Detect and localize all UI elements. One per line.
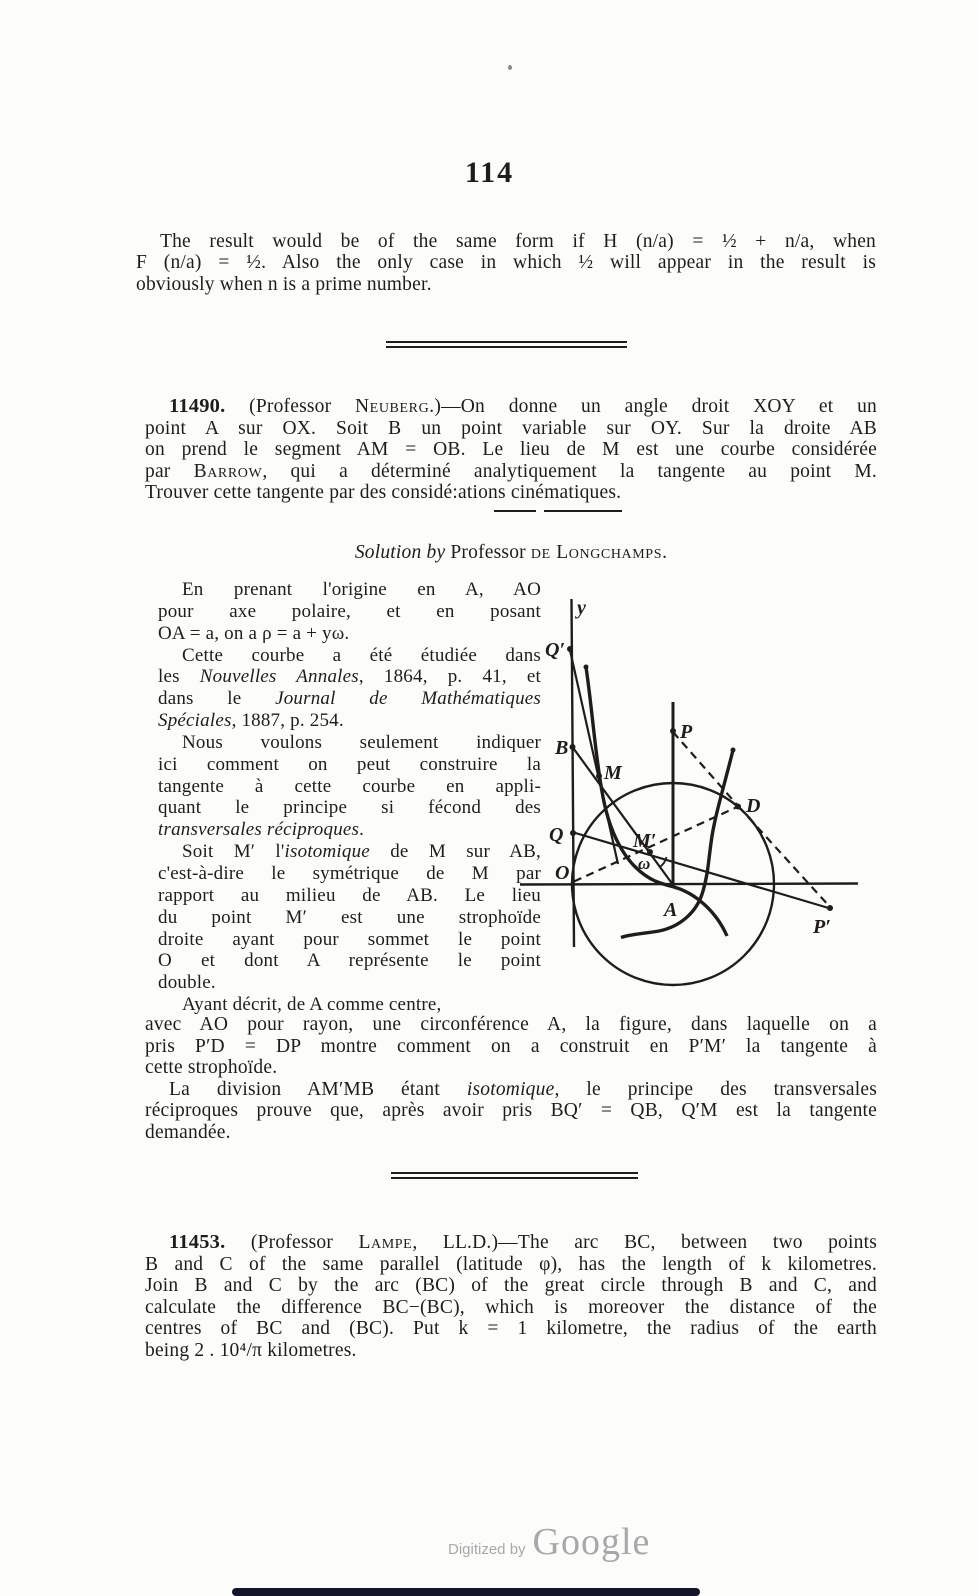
text-segment: avec AO pour rayon, une circonférence A, la figure, dans laquelle on a	[145, 1014, 877, 1035]
text-line	[158, 950, 541, 972]
text-line	[145, 482, 877, 504]
x-axis-line	[520, 884, 858, 885]
text-segment: obviously when n is a prime number.	[136, 273, 432, 295]
text-line	[158, 688, 541, 710]
text-line	[145, 1014, 877, 1036]
google-logo: Google	[532, 1521, 651, 1563]
text-line	[136, 231, 876, 252]
text-line	[136, 274, 876, 295]
text-line	[145, 1057, 877, 1079]
text-segment: droite ayant pour sommet le point	[158, 928, 541, 950]
text-line	[145, 1318, 877, 1340]
watermark-prefix: Digitized by	[448, 1541, 526, 1558]
text-segment: O et dont A représente le point	[158, 950, 541, 972]
text-segment: Join B and C by the arc (BC) of the great circle through B and C, and	[145, 1275, 877, 1297]
text-segment: du point M′ est une strophoïde	[158, 906, 541, 928]
figure-label-M: M	[604, 762, 622, 784]
figure-label-y: y	[577, 597, 586, 619]
geometry-figure	[505, 575, 877, 995]
text-line	[136, 252, 876, 273]
text-segment: Soit M′ l'	[182, 841, 285, 863]
text-line	[145, 1232, 877, 1254]
text-line	[158, 645, 541, 667]
figure-label-B: B	[555, 737, 569, 759]
text-line	[158, 885, 541, 907]
text-segment: Lampe	[358, 1232, 413, 1253]
text-line	[158, 732, 541, 754]
text-line	[145, 1079, 877, 1101]
text-line	[145, 542, 877, 564]
text-segment: The result would be of the same form if H (n/a) = ½ + n/a, when	[160, 231, 876, 252]
figure-label-Pprime: P′	[813, 916, 831, 938]
point-D-dot	[735, 804, 741, 810]
text-line	[158, 601, 541, 623]
solution-heading	[145, 542, 877, 564]
text-segment: .	[662, 542, 668, 563]
problem-11453	[145, 1232, 877, 1362]
text-segment: ici comment on peut construire la	[158, 753, 541, 775]
text-line	[158, 754, 541, 776]
point-Q-dot	[570, 830, 576, 836]
solution-left-column	[158, 579, 541, 1016]
scan-speck	[508, 65, 512, 70]
text-line	[145, 1340, 877, 1362]
figure-label-O: O	[555, 862, 570, 884]
text-segment: Solution by	[354, 542, 446, 563]
text-segment: , 1887, p. 254.	[231, 710, 344, 732]
text-line	[158, 929, 541, 951]
text-line	[158, 776, 541, 798]
curve-end-dot	[731, 748, 736, 753]
text-segment: 11453.	[169, 1231, 226, 1253]
text-line	[145, 418, 877, 440]
text-segment: F (n/a) = ½. Also the only case in which ½ will appear in the result is	[136, 252, 876, 274]
curve-end-dot	[584, 665, 589, 670]
page-number: 114	[464, 156, 515, 189]
text-segment: being 2 . 10⁴/π kilometres.	[145, 1339, 357, 1361]
text-segment: B and C of the same parallel (latitude φ), has the length of k kilometres.	[145, 1253, 877, 1275]
text-line	[145, 396, 877, 418]
text-segment: quant le principe si fécond des	[158, 797, 541, 819]
point-Pprime-dot	[827, 905, 833, 911]
text-line	[158, 623, 541, 645]
text-segment: calculate the difference BC−(BC), which is moreover the distance of the	[145, 1296, 877, 1318]
dashed-line-D-Pprime	[739, 807, 830, 907]
text-segment: de Longchamps	[530, 542, 663, 563]
text-line	[158, 797, 541, 819]
text-segment: .)—On donne un angle droit XOY et un	[429, 396, 877, 417]
text-segment: Spéciales	[158, 710, 232, 732]
text-segment: centres of BC and (BC). Put k = 1 kilometre, the radius of the earth	[145, 1318, 877, 1340]
figure-label-A: A	[664, 899, 678, 921]
text-segment: c'est-à-dire le symétrique de M par	[158, 862, 541, 884]
text-segment: pris P′D = DP montre comment on a construit en P′M′ la tangente à	[145, 1035, 877, 1057]
text-segment: Trouver cette tangente par des considé:ations cinématiques.	[145, 482, 622, 504]
text-line	[158, 972, 541, 994]
text-segment: Cette courbe a été étudiée dans	[182, 644, 541, 666]
text-segment: , le principe des transversales	[554, 1078, 877, 1100]
figure-label-P: P	[680, 721, 693, 743]
figure-label-Q: Q	[549, 824, 564, 846]
figure-label-D: D	[746, 795, 761, 817]
text-segment: pour axe polaire, et en posant	[158, 600, 541, 622]
text-segment: isotomique	[466, 1078, 555, 1100]
text-segment: on prend le segment AM = OB. Le lieu de M est une courbe considérée	[145, 439, 877, 461]
text-line	[158, 666, 541, 688]
text-line	[158, 841, 541, 863]
text-line	[145, 1275, 877, 1297]
text-line	[145, 1100, 877, 1122]
point-B-dot	[570, 744, 576, 750]
text-segment: par	[145, 460, 194, 482]
scan-bottom-edge-bar	[232, 1588, 700, 1596]
text-line	[158, 994, 541, 1016]
barrow-curve	[586, 667, 727, 936]
problem-11490	[145, 396, 877, 504]
text-line	[145, 1254, 877, 1276]
text-segment: Journal de Mathématiques	[275, 688, 541, 710]
text-segment: 11490.	[169, 395, 226, 417]
text-segment: réciproques prouve que, après avoir pris BQ′ = QB, Q′M est la tangente	[145, 1100, 877, 1122]
text-segment: rapport au milieu de AB. Le lieu	[158, 884, 541, 906]
text-segment: .	[359, 819, 365, 841]
text-segment: Nous voulons seulement indiquer	[182, 731, 541, 753]
text-line	[158, 907, 541, 929]
text-segment: Professor	[445, 542, 531, 563]
figure-label-Mprime: M′	[633, 830, 657, 852]
text-segment: (Professor	[225, 1232, 359, 1253]
text-line	[158, 819, 541, 841]
text-line	[158, 579, 541, 601]
text-segment: Ayant décrit, de A comme centre,	[182, 994, 442, 1016]
text-line	[158, 710, 541, 732]
text-segment: (Professor	[225, 396, 355, 417]
text-segment: , 1864, p. 41, et	[358, 666, 541, 688]
section-divider-rule	[386, 341, 627, 348]
text-segment: tangente à cette courbe en appli-	[158, 775, 541, 797]
text-segment: double.	[158, 972, 216, 994]
point-P-dot	[670, 728, 676, 734]
text-segment: les	[158, 666, 200, 688]
text-segment: isotomique	[284, 841, 370, 863]
text-line	[145, 1036, 877, 1058]
point-Qprime-dot	[567, 646, 573, 652]
text-segment: dans le	[158, 688, 276, 710]
text-segment: Neuberg	[355, 396, 430, 417]
text-segment: , qui a déterminé analytiquement la tangente au point M.	[262, 460, 877, 482]
text-line	[145, 439, 877, 461]
text-line	[145, 1297, 877, 1319]
text-line	[145, 1122, 877, 1144]
text-segment: La division AM′MB étant	[169, 1078, 467, 1100]
text-segment: point A sur OX. Soit B un point variable sur OY. Sur la droite AB	[145, 417, 877, 439]
text-line	[145, 461, 877, 483]
text-segment: En prenant l'origine en A, AO	[182, 579, 541, 600]
text-segment: de M sur AB,	[369, 841, 541, 863]
text-segment: demandée.	[145, 1121, 231, 1143]
short-dash-separator	[494, 510, 536, 512]
text-segment: transversales réciproques	[158, 819, 360, 841]
point-M-dot	[596, 773, 602, 779]
solution-continuation	[145, 1014, 877, 1144]
figure-label-omega: ω	[638, 854, 651, 873]
tangent-line-Qprime-M	[570, 648, 619, 864]
text-segment: OA = a, on a ρ = a + yω.	[158, 622, 350, 644]
text-segment: Barrow	[193, 460, 263, 482]
section-divider-rule	[391, 1172, 638, 1179]
text-segment: Nouvelles Annales	[199, 666, 359, 688]
google-watermark	[448, 1520, 748, 1564]
intro-paragraph	[136, 231, 876, 295]
text-segment: , LL.D.)—The arc BC, between two points	[412, 1232, 877, 1253]
short-dash-separator	[544, 510, 622, 512]
text-segment: cette strophoïde.	[145, 1057, 278, 1079]
text-line	[158, 863, 541, 885]
figure-label-Qprime: Q′	[545, 639, 566, 661]
